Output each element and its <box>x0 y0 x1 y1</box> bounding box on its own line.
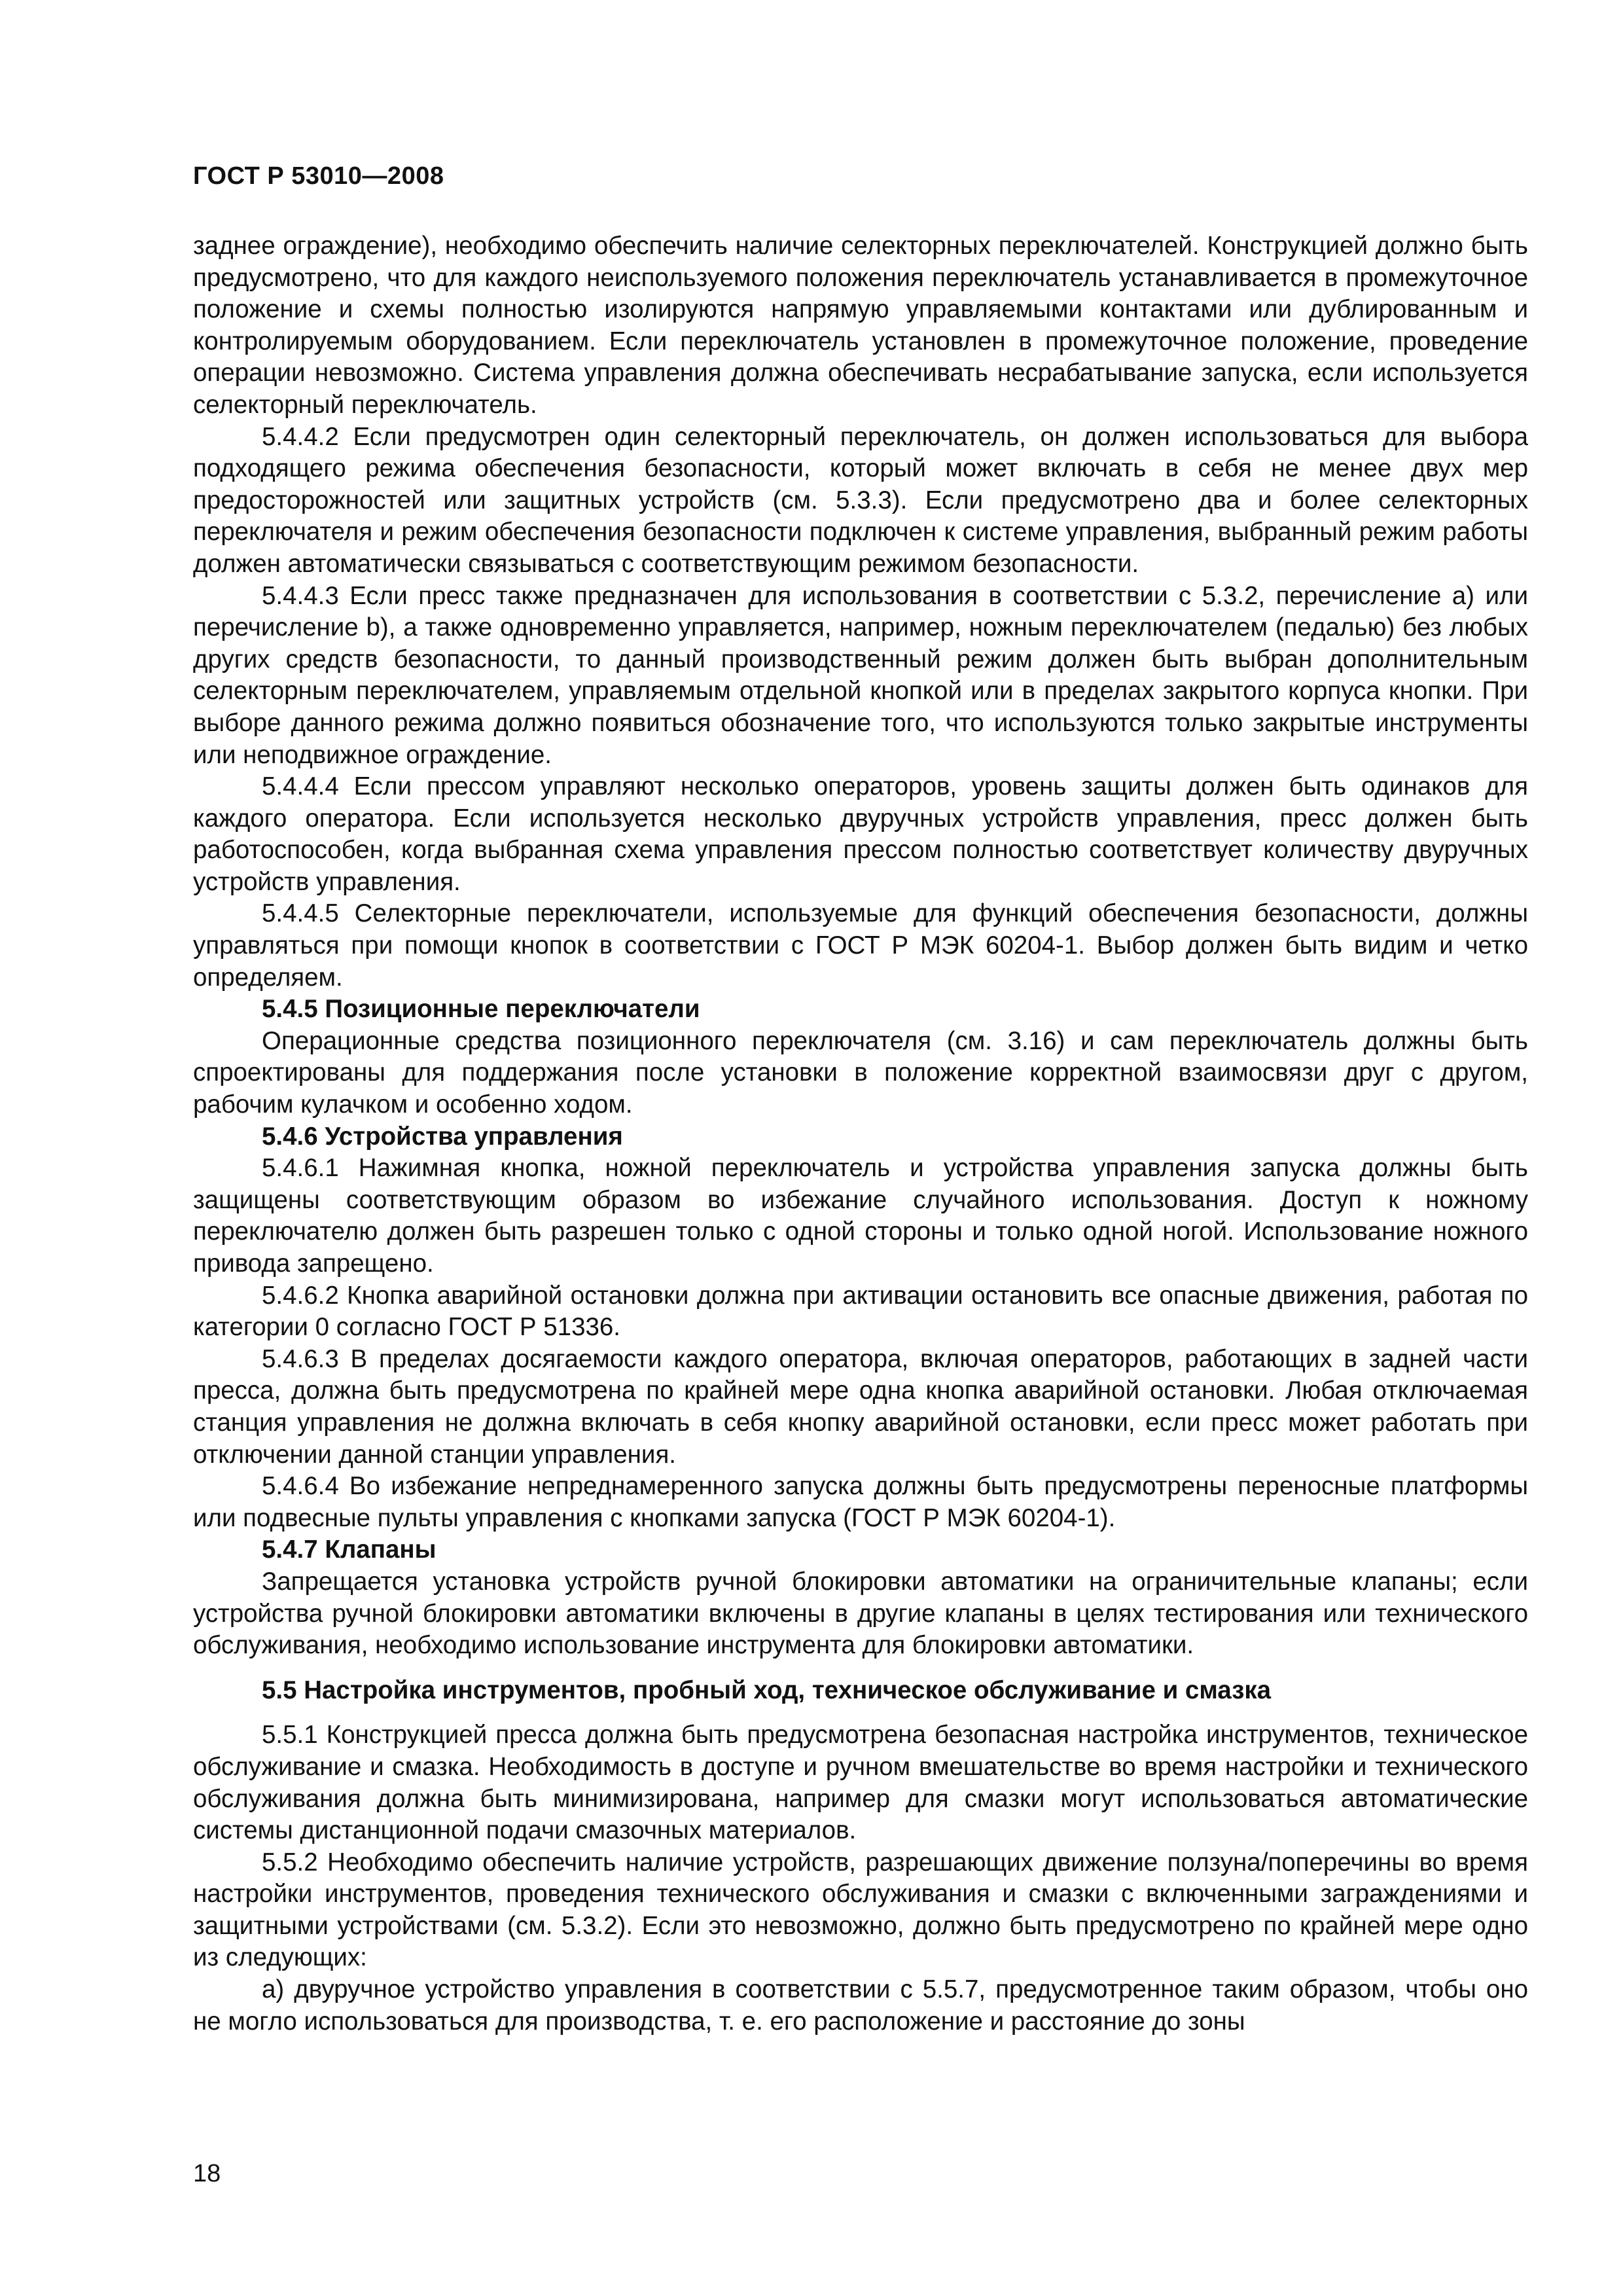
clause-5-5-1: 5.5.1 Конструкцией пресса должна быть предусмотрена безопасная настройка инструментов, техническое обслуживание и смазка. Необходимость в доступе и ручном вмешательстве во время настройки и технического обслуживания должна быть минимизирована, например для смазки могут использоваться автоматические системы дистанционной подачи смазочных материалов. <box>193 1721 1528 1845</box>
page-number: 18 <box>193 2160 221 2187</box>
clause-5-5-2: 5.5.2 Необходимо обеспечить наличие устройств, разрешающих движение ползуна/поперечины во время настройки инструментов, проведения технического обслуживания и смазки с включенными заграждениями и защитными устройствами (см. 5.3.2). Если это невозможно, должно быть предусмотрено по крайней мере одно из следующих: <box>193 1848 1528 1972</box>
section-heading-5-4-5: 5.4.5 Позиционные переключатели <box>262 995 700 1024</box>
section-heading-5-4-7: 5.4.7 Клапаны <box>262 1535 437 1564</box>
paragraph: Запрещается установка устройств ручной блокировки автоматики на ограничительные клапаны; если устройства ручной блокировки автоматики включены в другие клапаны в целях тестирования или технического обслуживания, необходимо использование инструмента для блокировки автоматики. <box>193 1567 1528 1660</box>
document-header: ГОСТ Р 53010—2008 <box>193 162 444 190</box>
section-heading-5-5: 5.5 Настройка инструментов, пробный ход, техническое обслуживание и смазка <box>262 1676 1272 1704</box>
clause-5-4-6-3: 5.4.6.3 В пределах досягаемости каждого оператора, включая операторов, работающих в задней части пресса, должна быть предусмотрена по крайней мере одна кнопка аварийной остановки. Любая отключаемая станция управления не должна включать в себя кнопку аварийной остановки, если пресс может работать при отключении данной станции управления. <box>193 1344 1528 1469</box>
clause-5-4-6-2: 5.4.6.2 Кнопка аварийной остановки должна при активации остановить все опасные движения, работая по категории 0 согласно ГОСТ Р 51336. <box>193 1281 1528 1342</box>
clause-5-4-4-5: 5.4.4.5 Селекторные переключатели, используемые для функций обеспечения безопасности, должны управляться при помощи кнопок в соответствии с ГОСТ Р МЭК 60204-1. Выбор должен быть видим и четко определяем. <box>193 899 1528 992</box>
clause-5-4-4-4: 5.4.4.4 Если прессом управляют несколько операторов, уровень защиты должен быть одинаков для каждого оператора. Если используется несколько двуручных устройств управления, пресс должен быть работоспособен, когда выбранная схема управления прессом полностью соответствует количеству двуручных устройств управления. <box>193 772 1528 896</box>
section-heading-5-4-6: 5.4.6 Устройства управления <box>262 1122 623 1151</box>
clause-5-4-6-4: 5.4.6.4 Во избежание непреднамеренного запуска должны быть предусмотрены переносные платформы или подвесные пульты управления с кнопками запуска (ГОСТ Р МЭК 60204-1). <box>193 1472 1528 1532</box>
clause-5-4-6-1: 5.4.6.1 Нажимная кнопка, ножной переключатель и устройства управления запуска должны быть защищены соответствующим образом во избежание случайного использования. Доступ к ножному переключателю должен быть разрешен только с одной стороны и только одной ногой. Использование ножного привода запрещено. <box>193 1154 1528 1278</box>
paragraph: заднее ограждение), необходимо обеспечить наличие селекторных переключателей. Конструкцией должно быть предусмотрено, что для каждого неиспользуемого положения переключатель устанавливается в промежуточное положение и схемы полностью изолируются напрямую управляемыми контактами или дублированным и контролируемым оборудованием. Если переключатель установлен в промежуточное положение, проведение операции невозможно. Система управления должна обеспечивать несрабатывание запуска, если используется селекторный переключатель. <box>193 232 1528 419</box>
paragraph: Операционные средства позиционного переключателя (см. 3.16) и сам переключатель должны быть спроектированы для поддержания после установки в положение корректной взаимосвязи друг с другом, рабочим кулачком и особенно ходом. <box>193 1026 1528 1119</box>
clause-5-4-4-3: 5.4.4.3 Если пресс также предназначен для использования в соответствии с 5.3.2, перечисление а) или перечисление b), а также одновременно управляется, например, ножным переключателем (педалью) без любых других средств безопасности, то данный производственный режим должен быть выбран дополнительным селекторным переключателем, управляемым отдельной кнопкой или в пределах закрытого корпуса кнопки. При выборе данного режима должно появиться обозначение того, что используются только закрытые инструменты или неподвижное ограждение. <box>193 581 1528 769</box>
clause-5-4-4-2: 5.4.4.2 Если предусмотрен один селекторный переключатель, он должен использоваться для выбора подходящего режима обеспечения безопасности, который может включать в себя не менее двух мер предосторожностей или защитных устройств (см. 5.3.3). Если предусмотрено два и более селекторных переключателя и режим обеспечения безопасности подключен к системе управления, выбранный режим работы должен автоматически связываться с соответствующим режимом безопасности. <box>193 422 1528 578</box>
list-item-a: а) двуручное устройство управления в соответствии с 5.5.7, предусмотренное таким образом, чтобы оно не могло использоваться для производства, т. е. его расположение и расстояние до зоны <box>193 1975 1528 2036</box>
document-body <box>193 230 1528 2037</box>
